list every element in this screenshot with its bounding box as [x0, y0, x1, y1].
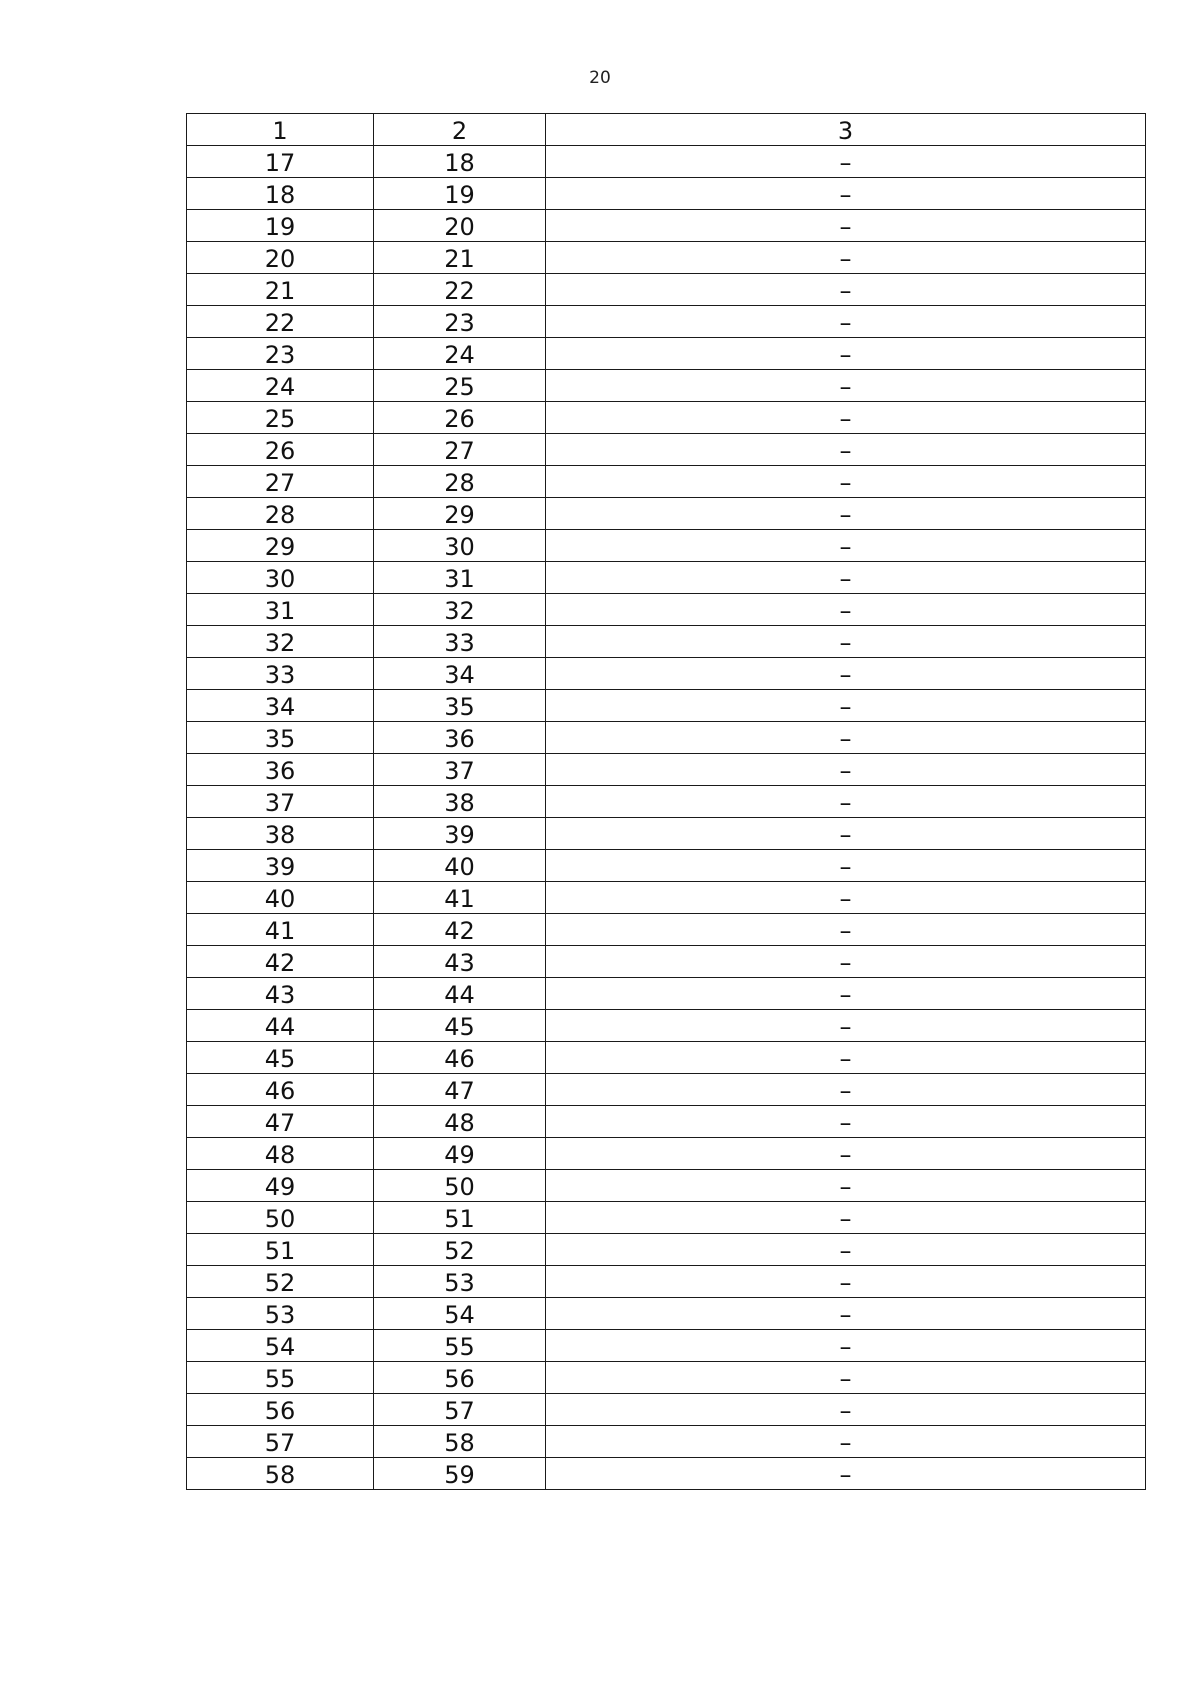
table-cell-col-3: –: [546, 754, 1146, 786]
table-cell-col-2: 48: [374, 1106, 546, 1138]
table-cell-col-1: 19: [187, 210, 374, 242]
table-cell-col-3: –: [546, 466, 1146, 498]
table-cell-col-2: 55: [374, 1330, 546, 1362]
table-row: [187, 530, 1146, 562]
table-cell-col-2: 31: [374, 562, 546, 594]
table-row: [187, 946, 1146, 978]
table-cell-col-3: –: [546, 1266, 1146, 1298]
table-cell-col-3: –: [546, 882, 1146, 914]
table-cell-col-1: 33: [187, 658, 374, 690]
table-row: [187, 658, 1146, 690]
table-row: [187, 1234, 1146, 1266]
table-row: [187, 1266, 1146, 1298]
table-row: [187, 818, 1146, 850]
table-cell-col-2: 56: [374, 1362, 546, 1394]
table-row: [187, 786, 1146, 818]
table-row: [187, 978, 1146, 1010]
table-row: [187, 306, 1146, 338]
table-row: [187, 178, 1146, 210]
table-cell-col-3: –: [546, 178, 1146, 210]
table-cell-col-3: –: [546, 818, 1146, 850]
table-cell-col-3: –: [546, 1234, 1146, 1266]
table-cell-col-1: 50: [187, 1202, 374, 1234]
table-cell-col-1: 44: [187, 1010, 374, 1042]
table-cell-col-3: –: [546, 786, 1146, 818]
table-row: [187, 626, 1146, 658]
table-cell-col-1: 36: [187, 754, 374, 786]
table-header-row: [187, 114, 1146, 146]
table-cell-col-1: 56: [187, 1394, 374, 1426]
table-cell-col-3: –: [546, 1426, 1146, 1458]
table-cell-col-3: –: [546, 978, 1146, 1010]
table-cell-col-1: 32: [187, 626, 374, 658]
table-cell-col-2: 30: [374, 530, 546, 562]
table-cell-col-1: 48: [187, 1138, 374, 1170]
table-cell-col-2: 25: [374, 370, 546, 402]
table-cell-col-3: –: [546, 1138, 1146, 1170]
table-row: [187, 914, 1146, 946]
table-cell-col-1: 38: [187, 818, 374, 850]
table-row: [187, 722, 1146, 754]
table-cell-col-2: 36: [374, 722, 546, 754]
table-cell-col-2: 50: [374, 1170, 546, 1202]
table-cell-col-1: 45: [187, 1042, 374, 1074]
table-cell-col-1: 23: [187, 338, 374, 370]
table-row: [187, 146, 1146, 178]
table-row: [187, 1426, 1146, 1458]
table-cell-col-1: 20: [187, 242, 374, 274]
table-row: [187, 274, 1146, 306]
table-cell-col-3: –: [546, 914, 1146, 946]
table-cell-col-2: 42: [374, 914, 546, 946]
table-cell-col-3: –: [546, 242, 1146, 274]
table-cell-col-1: 47: [187, 1106, 374, 1138]
table-cell-col-3: –: [546, 1458, 1146, 1490]
table-cell-col-3: –: [546, 530, 1146, 562]
table-cell-col-1: 41: [187, 914, 374, 946]
table-cell-col-1: 39: [187, 850, 374, 882]
table-row: [187, 594, 1146, 626]
table-row: [187, 1458, 1146, 1490]
table-row: [187, 498, 1146, 530]
table-cell-col-1: 51: [187, 1234, 374, 1266]
table-row: [187, 1330, 1146, 1362]
table-row: [187, 690, 1146, 722]
table-cell-col-2: 44: [374, 978, 546, 1010]
table-cell-col-2: 28: [374, 466, 546, 498]
table-cell-col-3: –: [546, 338, 1146, 370]
table-cell-col-3: –: [546, 1202, 1146, 1234]
table-cell-col-2: 45: [374, 1010, 546, 1042]
table-row: [187, 466, 1146, 498]
table-row: [187, 850, 1146, 882]
table-cell-col-1: 52: [187, 1266, 374, 1298]
table-cell-col-1: 30: [187, 562, 374, 594]
table-row: [187, 562, 1146, 594]
table-cell-col-2: 52: [374, 1234, 546, 1266]
table-cell-col-3: –: [546, 370, 1146, 402]
table-cell-col-1: 49: [187, 1170, 374, 1202]
table-cell-col-3: –: [546, 210, 1146, 242]
table-row: [187, 210, 1146, 242]
table-row: [187, 402, 1146, 434]
table-cell-col-3: –: [546, 1042, 1146, 1074]
data-table: [186, 113, 1146, 1490]
table-cell-col-1: 43: [187, 978, 374, 1010]
table-cell-col-1: 57: [187, 1426, 374, 1458]
table-row: [187, 1298, 1146, 1330]
table-cell-col-1: 21: [187, 274, 374, 306]
table-cell-col-3: –: [546, 498, 1146, 530]
table-cell-col-1: 40: [187, 882, 374, 914]
table-cell-col-1: 28: [187, 498, 374, 530]
table-cell-col-3: –: [546, 1362, 1146, 1394]
table-cell-col-2: 57: [374, 1394, 546, 1426]
table-row: [187, 1074, 1146, 1106]
table-cell-col-3: –: [546, 562, 1146, 594]
table-cell-col-3: –: [546, 274, 1146, 306]
table-cell-col-2: 47: [374, 1074, 546, 1106]
table-cell-col-2: 26: [374, 402, 546, 434]
table-row: [187, 1010, 1146, 1042]
table-cell-col-2: 40: [374, 850, 546, 882]
table-cell-col-3: –: [546, 626, 1146, 658]
table-cell-col-1: 58: [187, 1458, 374, 1490]
table-cell-col-1: 46: [187, 1074, 374, 1106]
table-cell-col-3: –: [546, 1106, 1146, 1138]
table-cell-col-1: 29: [187, 530, 374, 562]
table-cell-col-2: 59: [374, 1458, 546, 1490]
table-cell-col-2: 24: [374, 338, 546, 370]
table-cell-col-2: 41: [374, 882, 546, 914]
table-row: [187, 1362, 1146, 1394]
table-row: [187, 1042, 1146, 1074]
table-cell-col-3: –: [546, 1010, 1146, 1042]
table-cell-col-3: –: [546, 690, 1146, 722]
page-number: 20: [589, 68, 611, 88]
table-cell-col-2: 29: [374, 498, 546, 530]
table-row: [187, 1170, 1146, 1202]
table-cell-col-1: 42: [187, 946, 374, 978]
table-row: [187, 338, 1146, 370]
header-cell-2: 2: [374, 114, 546, 146]
table-cell-col-1: 34: [187, 690, 374, 722]
table-cell-col-3: –: [546, 402, 1146, 434]
table-cell-col-2: 18: [374, 146, 546, 178]
table-cell-col-2: 37: [374, 754, 546, 786]
table-body: [187, 114, 1146, 1490]
table-cell-col-2: 27: [374, 434, 546, 466]
table-cell-col-2: 33: [374, 626, 546, 658]
table-cell-col-1: 54: [187, 1330, 374, 1362]
table-row: [187, 242, 1146, 274]
table-row: [187, 1106, 1146, 1138]
table-cell-col-3: –: [546, 306, 1146, 338]
table-cell-col-2: 19: [374, 178, 546, 210]
table-cell-col-2: 53: [374, 1266, 546, 1298]
table-cell-col-1: 22: [187, 306, 374, 338]
table-row: [187, 1394, 1146, 1426]
table-row: [187, 754, 1146, 786]
header-cell-3: 3: [546, 114, 1146, 146]
table-row: [187, 882, 1146, 914]
table-cell-col-2: 46: [374, 1042, 546, 1074]
table-cell-col-1: 17: [187, 146, 374, 178]
table-cell-col-2: 39: [374, 818, 546, 850]
table-cell-col-1: 53: [187, 1298, 374, 1330]
table-cell-col-2: 51: [374, 1202, 546, 1234]
table-cell-col-1: 55: [187, 1362, 374, 1394]
table-cell-col-2: 58: [374, 1426, 546, 1458]
table-cell-col-3: –: [546, 1394, 1146, 1426]
table-cell-col-1: 31: [187, 594, 374, 626]
table-cell-col-2: 23: [374, 306, 546, 338]
table-cell-col-3: –: [546, 1074, 1146, 1106]
table-cell-col-3: –: [546, 658, 1146, 690]
table-cell-col-1: 18: [187, 178, 374, 210]
table-cell-col-3: –: [546, 850, 1146, 882]
table-cell-col-2: 54: [374, 1298, 546, 1330]
table-cell-col-2: 43: [374, 946, 546, 978]
header-cell-1: 1: [187, 114, 374, 146]
table-cell-col-3: –: [546, 1170, 1146, 1202]
table-cell-col-3: –: [546, 594, 1146, 626]
table-cell-col-2: 38: [374, 786, 546, 818]
table-row: [187, 370, 1146, 402]
table-cell-col-1: 24: [187, 370, 374, 402]
table-cell-col-2: 34: [374, 658, 546, 690]
table-row: [187, 1138, 1146, 1170]
table-cell-col-3: –: [546, 1298, 1146, 1330]
table-cell-col-1: 35: [187, 722, 374, 754]
table-cell-col-2: 22: [374, 274, 546, 306]
table-row: [187, 434, 1146, 466]
table-cell-col-2: 21: [374, 242, 546, 274]
table-cell-col-1: 37: [187, 786, 374, 818]
table-cell-col-2: 32: [374, 594, 546, 626]
table-cell-col-2: 35: [374, 690, 546, 722]
table-cell-col-3: –: [546, 946, 1146, 978]
table-cell-col-3: –: [546, 722, 1146, 754]
table-cell-col-2: 20: [374, 210, 546, 242]
table-row: [187, 1202, 1146, 1234]
table-cell-col-2: 49: [374, 1138, 546, 1170]
table-cell-col-1: 27: [187, 466, 374, 498]
table-cell-col-3: –: [546, 146, 1146, 178]
table-cell-col-1: 26: [187, 434, 374, 466]
table-cell-col-3: –: [546, 1330, 1146, 1362]
table-cell-col-1: 25: [187, 402, 374, 434]
table-cell-col-3: –: [546, 434, 1146, 466]
